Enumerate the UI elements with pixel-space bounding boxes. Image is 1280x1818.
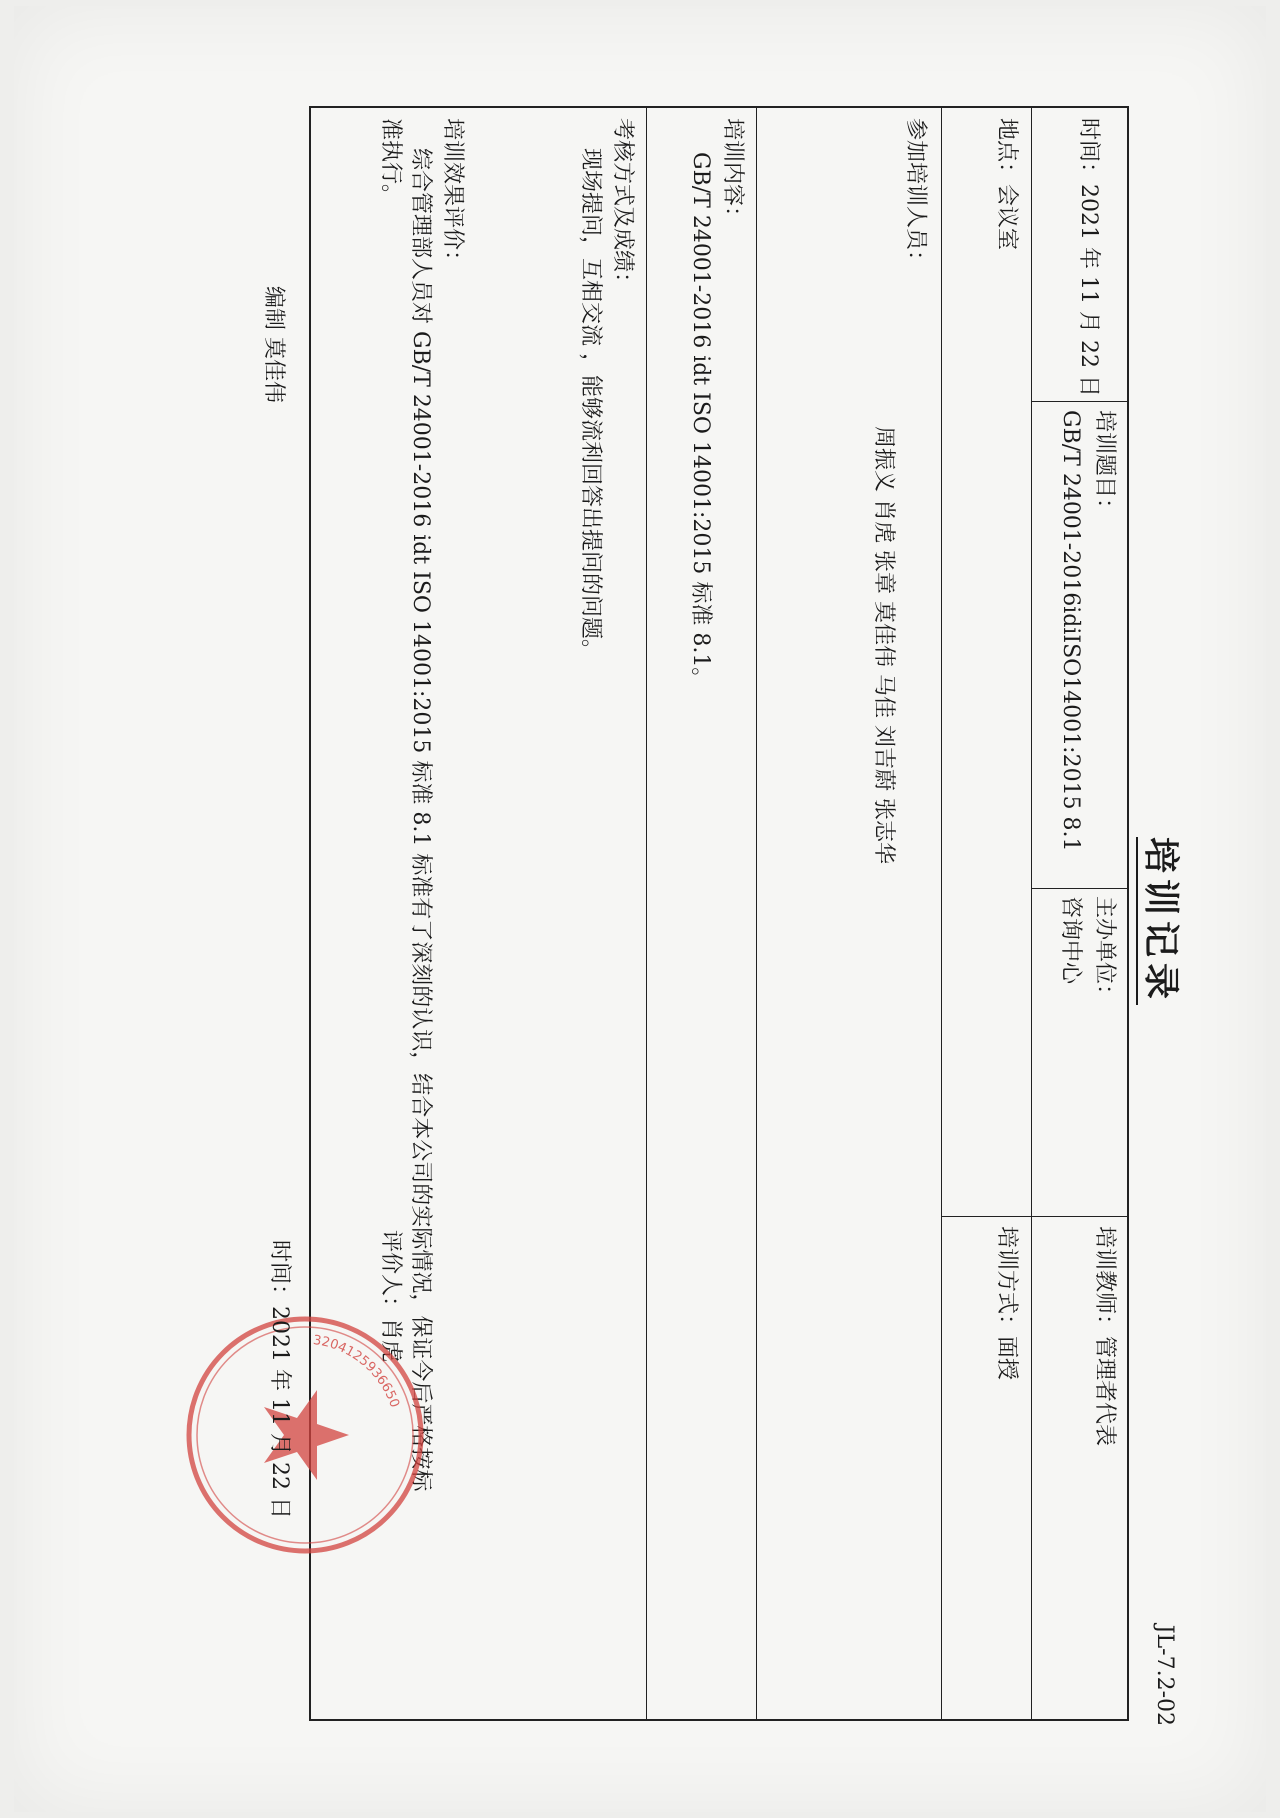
evaluator: 评价人：肖虎 xyxy=(378,1230,403,1363)
evaluation-line-1: 综合管理部人员对 GB/T 24001-2016 idt ISO 14001:2015 标准 8.1 标准有了深刻的认识，结合本公司的实际情况，保证今后严格按标 xyxy=(408,148,433,1492)
document-title: 培训记录 xyxy=(1138,76,1189,1766)
row-divider xyxy=(1031,108,1032,1719)
col-divider xyxy=(942,1216,1127,1217)
assessment-label: 考核方式及成绩： xyxy=(610,118,635,295)
col-divider xyxy=(1032,401,1127,402)
training-method: 培训方式：面授 xyxy=(994,1226,1019,1381)
row-divider xyxy=(756,108,757,1719)
organizer-value: 咨询中心 xyxy=(1058,896,1083,985)
document-sheet xyxy=(14,6,1266,1812)
row-divider xyxy=(941,108,942,1719)
organizer-label: 主办单位： xyxy=(1092,896,1117,1007)
rotated-page xyxy=(79,76,1199,1766)
evaluation-label: 培训效果评价： xyxy=(440,118,465,273)
row-divider xyxy=(646,108,647,1719)
compiler: 编制 莫佳伟 xyxy=(261,286,286,403)
seal-number: 3204125936650 xyxy=(312,1332,402,1410)
company-seal xyxy=(182,1313,427,1558)
training-record-table xyxy=(309,106,1129,1721)
col-divider xyxy=(1032,888,1127,889)
content-value: GB/T 24001-2016 idt ISO 14001:2015 标准 8.1。 xyxy=(688,152,713,690)
topic-label: 培训题目： xyxy=(1092,410,1117,521)
evaluation-line-2: 准执行。 xyxy=(378,118,403,207)
form-code: JL-7.2-02 xyxy=(1152,1624,1177,1726)
location: 地点：会议室 xyxy=(994,118,1019,251)
participants-label: 参加培训人员： xyxy=(903,118,928,273)
teacher: 培训教师：管理者代表 xyxy=(1092,1226,1117,1447)
training-time: 时间：2021 年 11 月 22 日 xyxy=(1076,118,1101,397)
evaluation-time: 时间：2021 年 11 月 22 日 xyxy=(267,1240,292,1519)
topic-value: GB/T 24001-2016idiISO14001:2015 8.1 xyxy=(1058,410,1083,852)
assessment-value: 现场提问，互相交流 ，能够流利回答出提问的问题。 xyxy=(578,148,603,661)
participants-value: 周振义 肖虎 张章 莫佳伟 马佳 刘吉蔚 张志华 xyxy=(871,426,896,864)
content-label: 培训内容： xyxy=(720,118,745,229)
